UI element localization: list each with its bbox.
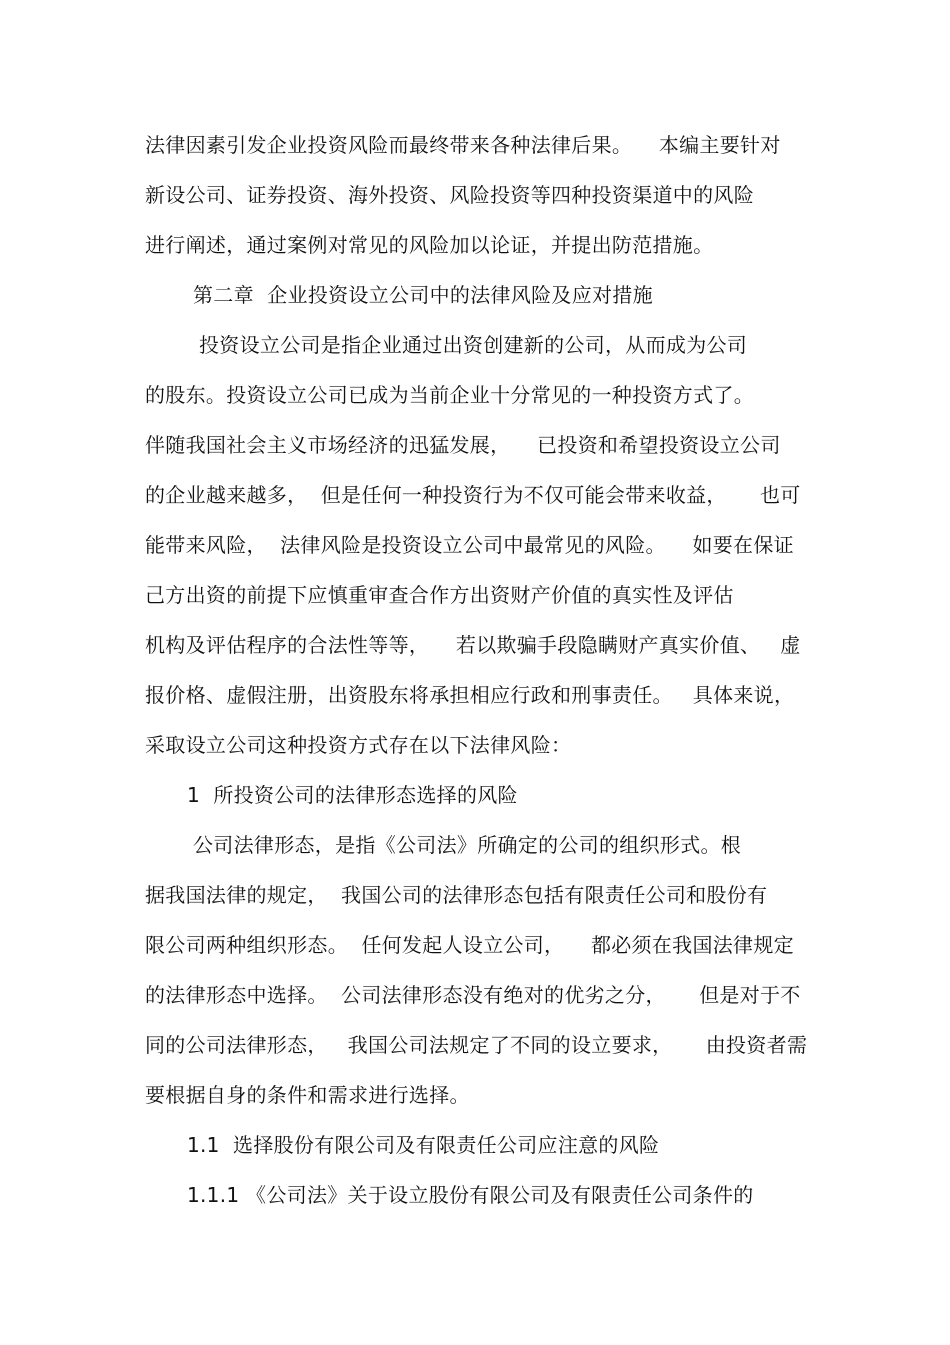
- chapter-heading: 第二章 企业投资设立公司中的法律风险及应对措施: [193, 283, 653, 307]
- body-text-line: 的企业越来越多， 但是任何一种投资行为不仅可能会带来收益， 也可: [145, 483, 801, 507]
- body-text-line: 报价格、虚假注册，出资股东将承担相应行政和刑事责任。 具体来说，: [145, 683, 795, 707]
- body-text-line: 据我国法律的规定， 我国公司的法律形态包括有限责任公司和股份有: [145, 883, 768, 907]
- body-text-line: 采取设立公司这种投资方式存在以下法律风险：: [145, 733, 572, 757]
- body-text-line: 伴随我国社会主义市场经济的迅猛发展， 已投资和希望投资设立公司: [145, 433, 781, 457]
- body-text-line: 新设公司、证券投资、海外投资、风险投资等四种投资渠道中的风险: [145, 183, 754, 207]
- body-text-line: 同的公司法律形态， 我国公司法规定了不同的设立要求， 由投资者需: [145, 1033, 808, 1057]
- subsection-heading: 1.1.1 《公司法》关于设立股份有限公司及有限责任公司条件的: [187, 1183, 754, 1207]
- body-text-line: 投资设立公司是指企业通过出资创建新的公司，从而成为公司: [199, 333, 748, 357]
- body-text-line: 公司法律形态，是指《公司法》所确定的公司的组织形式。根: [193, 833, 742, 857]
- body-text-line: 的法律形态中选择。 公司法律形态没有绝对的优劣之分， 但是对于不: [145, 983, 801, 1007]
- subsection-heading: 1.1 选择股份有限公司及有限责任公司应注意的风险: [187, 1133, 660, 1157]
- body-text-line: 机构及评估程序的合法性等等， 若以欺骗手段隐瞒财产真实价值、 虚: [145, 633, 801, 657]
- body-text-line: 进行阐述，通过案例对常见的风险加以论证，并提出防范措施。: [145, 233, 714, 257]
- body-text-line: 己方出资的前提下应慎重审查合作方出资财产价值的真实性及评估: [145, 583, 734, 607]
- body-text-line: 能带来风险， 法律风险是投资设立公司中最常见的风险。 如要在保证: [145, 533, 794, 557]
- body-text-line: 要根据自身的条件和需求进行选择。: [145, 1083, 470, 1107]
- body-text-line: 限公司两种组织形态。 任何发起人设立公司， 都必须在我国法律规定: [145, 933, 794, 957]
- body-text-line: 的股东。投资设立公司已成为当前企业十分常见的一种投资方式了。: [145, 383, 754, 407]
- section-heading: 1 所投资公司的法律形态选择的风险: [187, 783, 518, 807]
- body-text-line: 法律因素引发企业投资风险而最终带来各种法律后果。 本编主要针对: [145, 133, 781, 157]
